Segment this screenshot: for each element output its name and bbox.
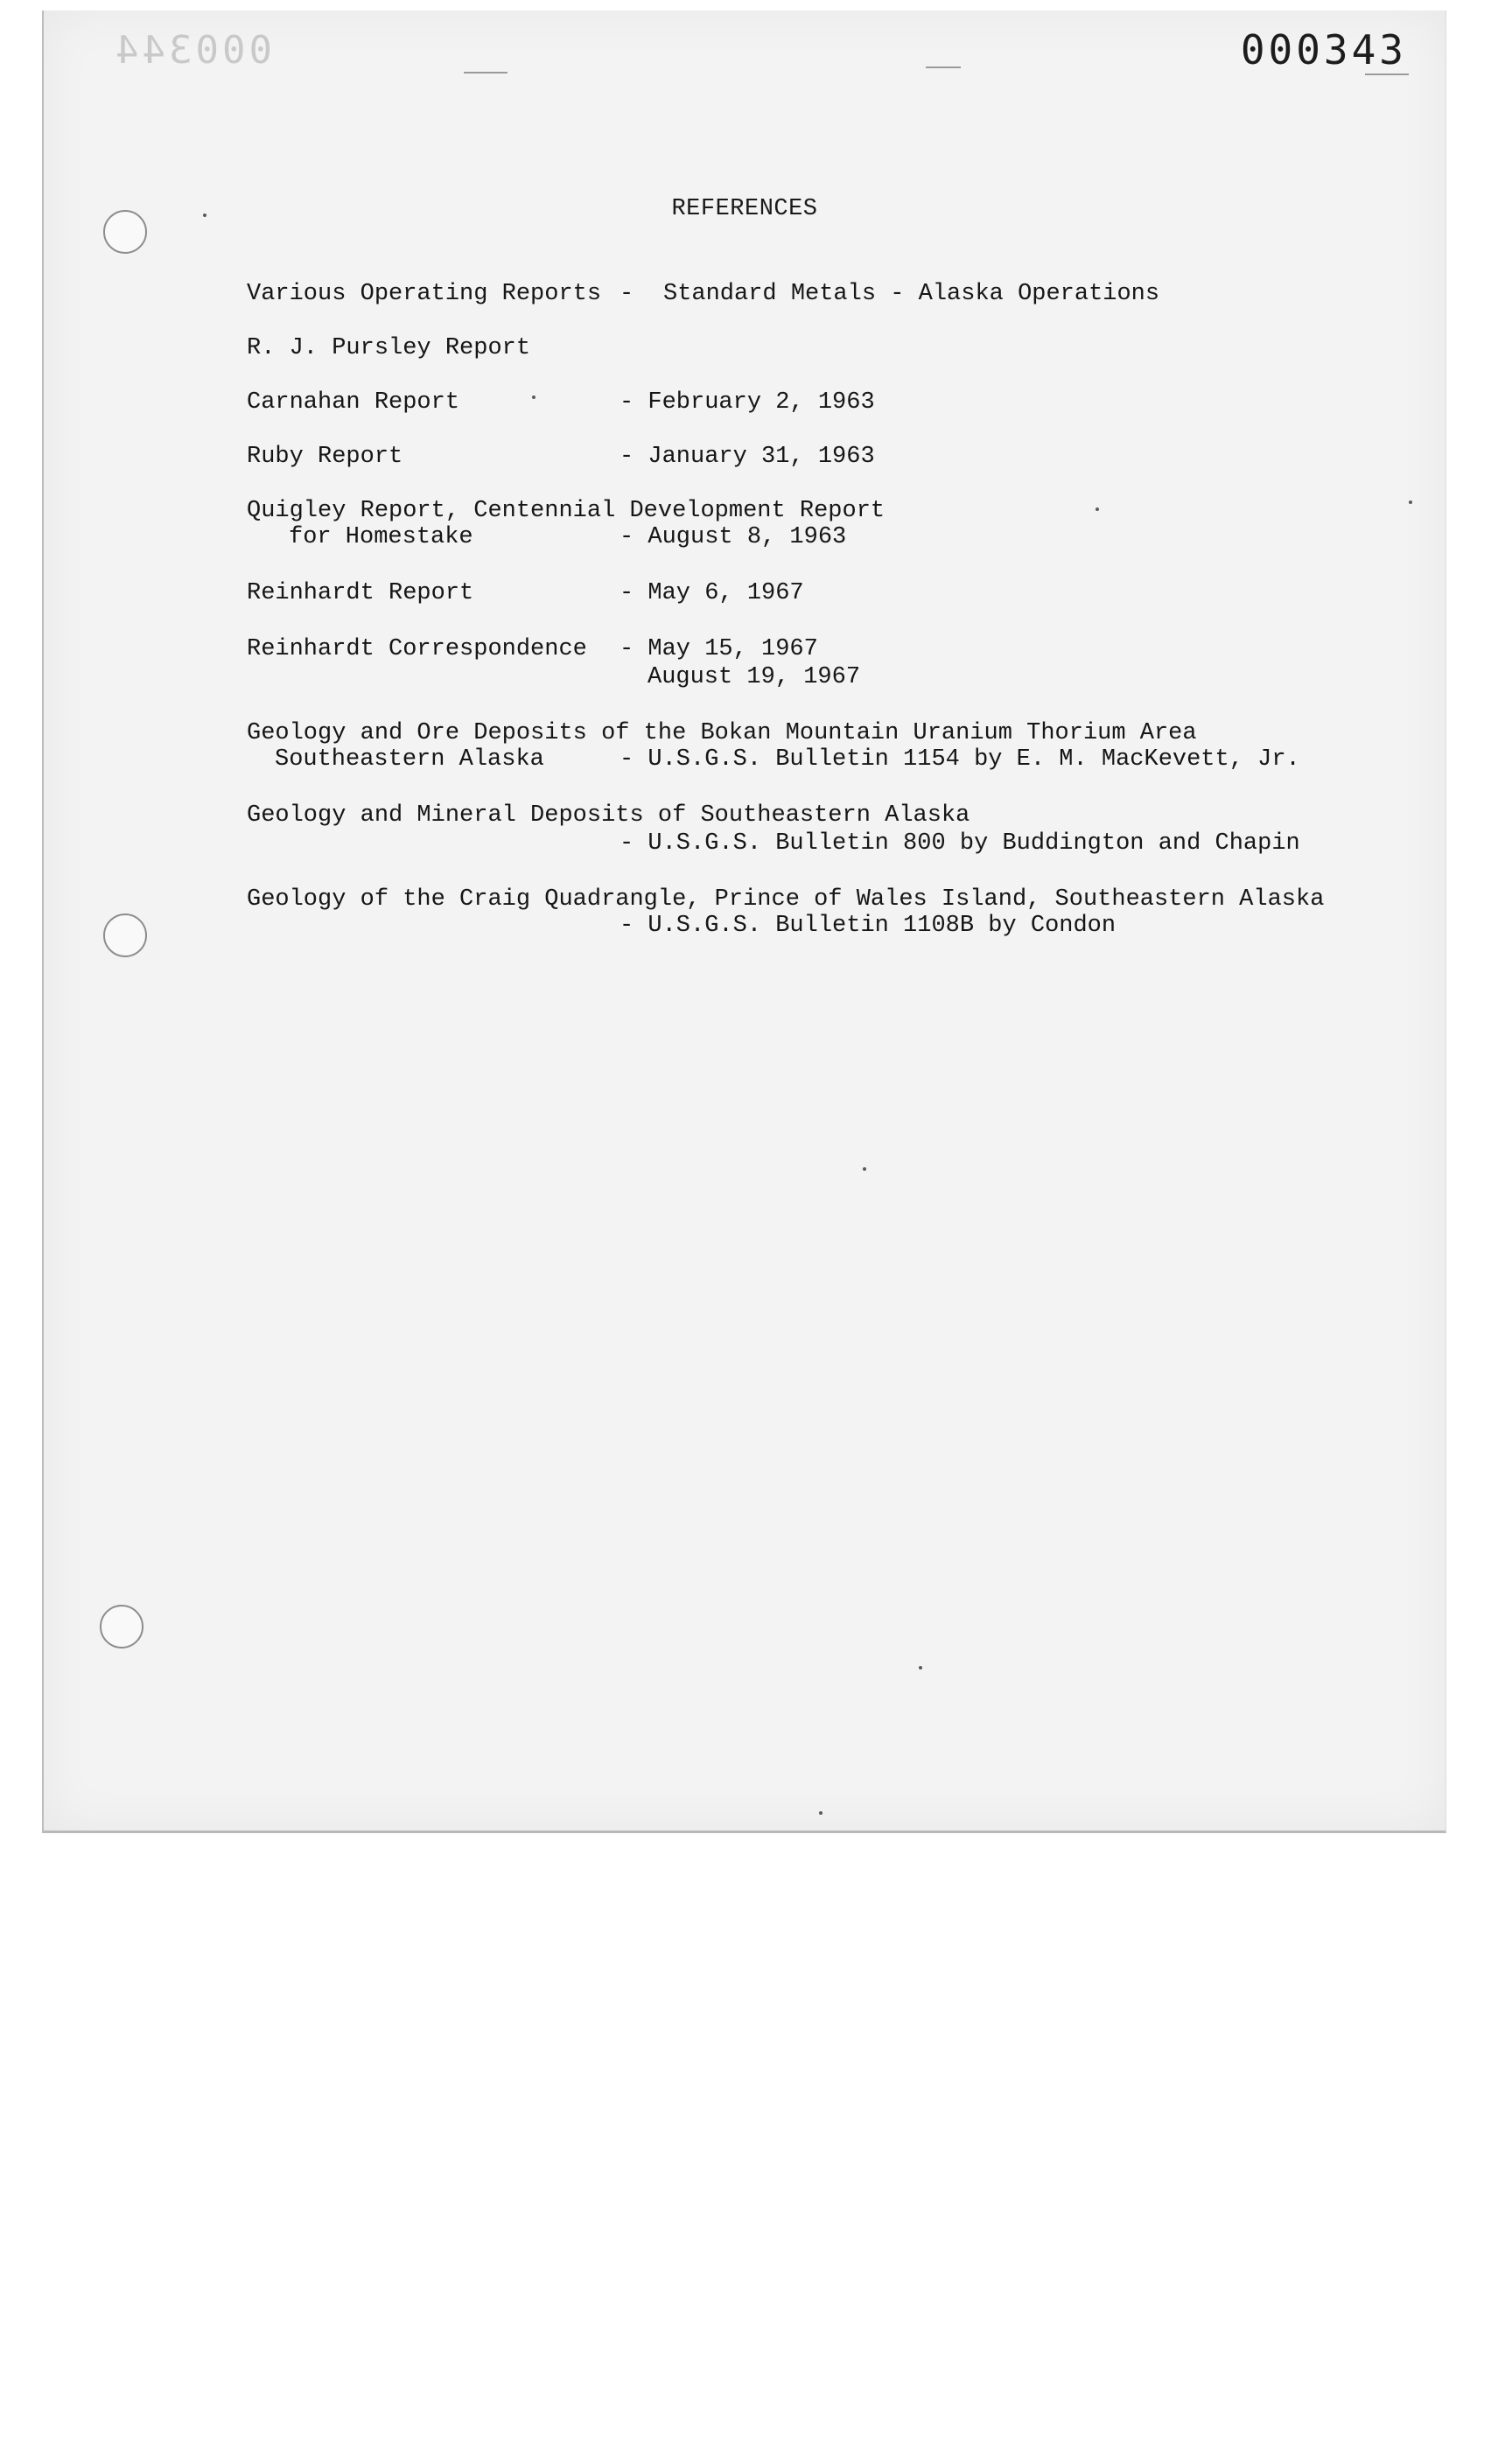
punch-hole xyxy=(103,914,147,957)
reference-detail: - U.S.G.S. Bulletin 1154 by E. M. MacKevett, Jr. xyxy=(620,746,1300,773)
reference-title: Geology and Mineral Deposits of Southeastern Alaska xyxy=(247,802,970,829)
scanned-page xyxy=(42,10,1446,1833)
scan-mark xyxy=(464,72,508,74)
reference-detail: - February 2, 1963 xyxy=(620,389,875,416)
page-number: 000343 xyxy=(1240,26,1407,74)
scan-speck xyxy=(1096,508,1099,511)
reference-title: Various Operating Reports xyxy=(247,281,602,307)
reference-detail: - May 15, 1967 xyxy=(620,636,818,662)
reference-title: Reinhardt Correspondence xyxy=(247,636,587,662)
reference-detail: - January 31, 1963 xyxy=(620,444,875,470)
reference-title: R. J. Pursley Report xyxy=(247,335,531,361)
scan-speck xyxy=(919,1666,922,1670)
reference-title: Ruby Report xyxy=(247,444,403,470)
page-title: REFERENCES xyxy=(671,196,818,222)
reference-detail: - U.S.G.S. Bulletin 800 by Buddington and Chapin xyxy=(620,830,1300,857)
reference-title: Quigley Report, Centennial Development Report xyxy=(247,498,886,524)
reference-detail: - May 6, 1967 xyxy=(620,580,804,606)
scan-mark xyxy=(926,66,961,68)
reference-title-continued: for Homestake xyxy=(289,524,473,550)
scan-speck xyxy=(1409,500,1412,504)
page-number-bleed-through: 000344 xyxy=(112,28,272,73)
punch-hole xyxy=(100,1605,144,1648)
reference-separator: - xyxy=(620,281,634,307)
scan-mark xyxy=(1365,74,1409,75)
reference-title: Carnahan Report xyxy=(247,389,460,416)
reference-detail-continued: August 19, 1967 xyxy=(648,664,861,690)
scan-speck xyxy=(203,214,206,217)
scan-speck xyxy=(532,396,536,399)
reference-detail: Standard Metals - Alaska Operations xyxy=(663,281,1160,307)
reference-title: Geology of the Craig Quadrangle, Prince of Wales Island, Southeastern Alaska xyxy=(247,886,1325,913)
scan-speck xyxy=(819,1811,822,1815)
reference-detail: - U.S.G.S. Bulletin 1108B by Condon xyxy=(620,913,1116,939)
reference-title: Reinhardt Report xyxy=(247,580,474,606)
reference-detail: - August 8, 1963 xyxy=(620,524,847,550)
reference-title: Geology and Ore Deposits of the Bokan Mountain Uranium Thorium Area xyxy=(247,720,1197,746)
scan-speck xyxy=(863,1167,866,1171)
reference-title-continued: Southeastern Alaska xyxy=(275,746,544,773)
